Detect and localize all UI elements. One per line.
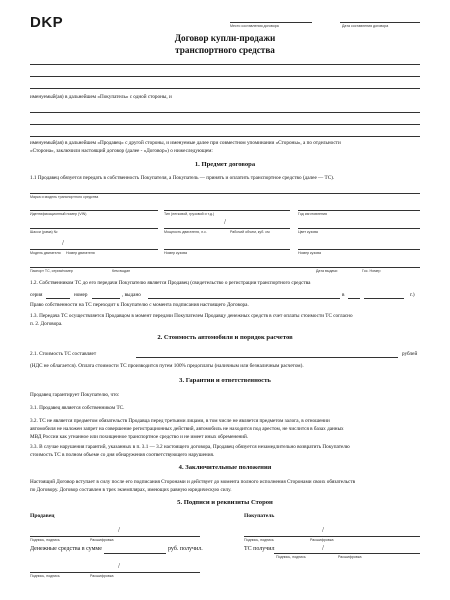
party-line-3	[30, 88, 420, 89]
type-line	[164, 210, 290, 211]
engine-model-caption: Модель двигателя	[30, 251, 61, 255]
party-line-2	[30, 76, 420, 77]
party-line-1	[30, 64, 420, 65]
money-line	[104, 553, 166, 554]
chassis-caption: Шасси (рама) №	[30, 230, 58, 234]
s1-p2: 1.2. Собственником ТС до его передачи Покупателю является Продавец (свидетельство о регистрации транспортного средства	[30, 280, 311, 286]
rub-label: рублей	[402, 351, 418, 357]
number-line	[92, 298, 120, 299]
chassis-line	[30, 228, 158, 229]
s1-p1: 1.1 Продавец обязуется передать в собственность Покупателя, а Покупатель — принять и оплатить транспортное средство (далее — ТС).	[30, 175, 335, 181]
s3-p1: 3.1. Продавец является собственником ТС.	[30, 405, 125, 411]
seller-sign-line	[30, 536, 200, 537]
in-month-line	[364, 298, 404, 299]
price-line	[136, 357, 398, 358]
body-number-caption: Номер кузова	[164, 251, 187, 255]
party-line-5	[30, 124, 420, 125]
body-number-line	[164, 249, 290, 250]
party-line-6	[30, 136, 420, 137]
type-caption: Тип (легковой, грузовой и т.д.)	[164, 212, 215, 216]
issue-date-caption: Дата выдачи	[316, 269, 338, 273]
seller-party-text-2: «Сторона», заключили настоящий договор (далее - «Договор») о нижеследующем:	[30, 148, 213, 154]
party-line-4	[30, 112, 420, 113]
section-2-heading: 2. Стоимость автомобиля и порядок расчетов	[157, 334, 293, 341]
s4-p1-line1: Настоящий Договор вступает в силу после его подписания Сторонами и действует до момента полного исполнения Сторонами своих обязательств	[30, 479, 356, 485]
place-line	[230, 22, 312, 23]
vin-line	[30, 210, 158, 211]
body-color-caption: Цвет кузова	[298, 230, 318, 234]
tc-decoding-caption: Расшифровка	[338, 555, 362, 559]
s3-p3-line2: стоимость ТС в полном объеме со дня обнаружения соответствующего нарушения.	[30, 452, 215, 458]
seller-sign-slash: /	[118, 526, 120, 534]
s2-p1: 2.1. Стоимость ТС составляет	[30, 351, 97, 357]
year-line	[298, 210, 420, 211]
power-line	[164, 228, 290, 229]
engine-number-caption: Номер двигателя	[66, 251, 95, 255]
year-suffix: г.)	[410, 292, 415, 298]
seller-label: Продавец	[30, 513, 55, 519]
issued-by-caption: Кем выдан	[112, 269, 131, 273]
passport-line	[30, 267, 420, 268]
year-caption: Год изготовления	[298, 212, 327, 216]
buyer-sign-slash: /	[322, 526, 324, 534]
seller-sign-caption-2: Подпись, подпись	[30, 574, 60, 578]
section-5-heading: 5. Подписи и реквизиты Сторон	[177, 499, 273, 506]
buyer-sign-caption: Подпись, подпись	[244, 538, 274, 542]
s1-p4-line2: п. 2. Договора.	[30, 321, 63, 327]
tc-received: ТС получил	[244, 546, 275, 552]
tc-slash: /	[322, 544, 324, 552]
s3-p3-line1: 3.3. В случае нарушения гарантий, указанных в п. 3.1 — 3.2 настоящего договора, Продавец обязуется незамедлительно возвратить Покупателю	[30, 444, 350, 450]
power-slash: /	[224, 218, 226, 226]
s3-p2-line2: автомобиля не наложен запрет на совершение регистрационных действий, автомобиль не находится под арестом, не числится в базах данных	[30, 426, 344, 432]
plate-caption: Гос. Номер	[362, 269, 381, 273]
s3-p0: Продавец гарантирует Покупателю, что:	[30, 392, 120, 398]
number-label: номер	[74, 292, 88, 298]
buyer-party-text: именуемый(ая) в дальнейшем «Покупатель» с одной стороны, и	[30, 94, 172, 100]
place-caption: Место составления договора	[230, 24, 279, 28]
engine-slash: /	[62, 239, 64, 247]
issued-line	[148, 298, 340, 299]
seller-sign-caption: Подпись, подпись	[30, 538, 60, 542]
document-title-line1: Договор купли-продажи	[174, 33, 276, 43]
s2-p2: (НДС не облагается). Оплата стоимости ТС производится путем 100% предоплаты (наличным или безналичным расчетом).	[30, 363, 304, 369]
section-4-heading: 4. Заключительные положения	[178, 464, 272, 471]
series-label: серия	[30, 292, 43, 298]
s4-p1-line2: по Договору. Договор составлен в трех экземплярах, имеющих равную юридическую силу.	[30, 487, 232, 493]
passport-caption: Паспорт ТС, серия/номер	[30, 269, 73, 273]
document-title-line2: транспортного средства	[175, 45, 275, 55]
seller-decoding-caption-2: Расшифровка	[90, 574, 114, 578]
money-suffix: руб. получил.	[168, 546, 203, 552]
money-text: Денежные средства в сумме	[30, 546, 102, 552]
issued-label: , выдано	[122, 292, 141, 298]
s3-p2-line1: 3.2. ТС не является предметом обязательств Продавца перед третьими лицами, в том числе не является предметом залога, в отношении	[30, 418, 330, 424]
series-line	[46, 298, 70, 299]
body-color-line	[298, 228, 420, 229]
buyer-decoding-caption: Расшифровка	[310, 538, 334, 542]
buyer-label: Покупатель	[244, 513, 275, 519]
seller-sign-line-2	[30, 572, 200, 573]
engine-model-line	[30, 249, 158, 250]
seller-sign-slash-2: /	[118, 562, 120, 570]
section-1-heading: 1. Предмет договора	[194, 161, 256, 168]
make-model-caption: Марка и модель транспортного средства	[30, 195, 99, 199]
in-label: в	[342, 292, 345, 298]
engine-power-caption: Мощность двигателя, л.с.	[164, 230, 207, 234]
seller-party-text-1: именуемый(ая) в дальнейшем «Продавец» с другой стороны, и именуемые далее при совместном упоминании «Стороны», а по отдельности	[30, 140, 341, 146]
logo: DKP	[30, 14, 64, 31]
s1-p4-line1: 1.3. Передача ТС осуществляется Продавцом в момент передачи Покупателем Продавцу денежных средств в счет оплаты стоимости ТС согласно	[30, 313, 353, 319]
engine-volume-caption: Рабочий объем, куб. см	[230, 230, 270, 234]
section-3-heading: 3. Гарантии и ответственность	[179, 377, 271, 384]
reg-number-caption: Номер кузова	[298, 251, 321, 255]
tc-sign-caption: Подпись, подпись	[276, 555, 306, 559]
make-model-line	[30, 193, 420, 194]
reg-number-line	[298, 249, 420, 250]
tc-received-line	[274, 553, 420, 554]
date-line	[340, 22, 420, 23]
s3-p2-line3: МВД России как угнанное или похищенное транспортное средство и не имеет иных обременений.	[30, 434, 249, 440]
buyer-sign-line	[244, 536, 420, 537]
date-caption: Дата составления договора	[342, 24, 389, 28]
in-day-line	[348, 298, 360, 299]
s1-p3: Право собственности на ТС переходит к Покупателю с момента подписания настоящего Договора.	[30, 302, 249, 308]
seller-decoding-caption: Расшифровка	[90, 538, 114, 542]
vin-caption: Идентификационный номер (VIN)	[30, 212, 87, 216]
